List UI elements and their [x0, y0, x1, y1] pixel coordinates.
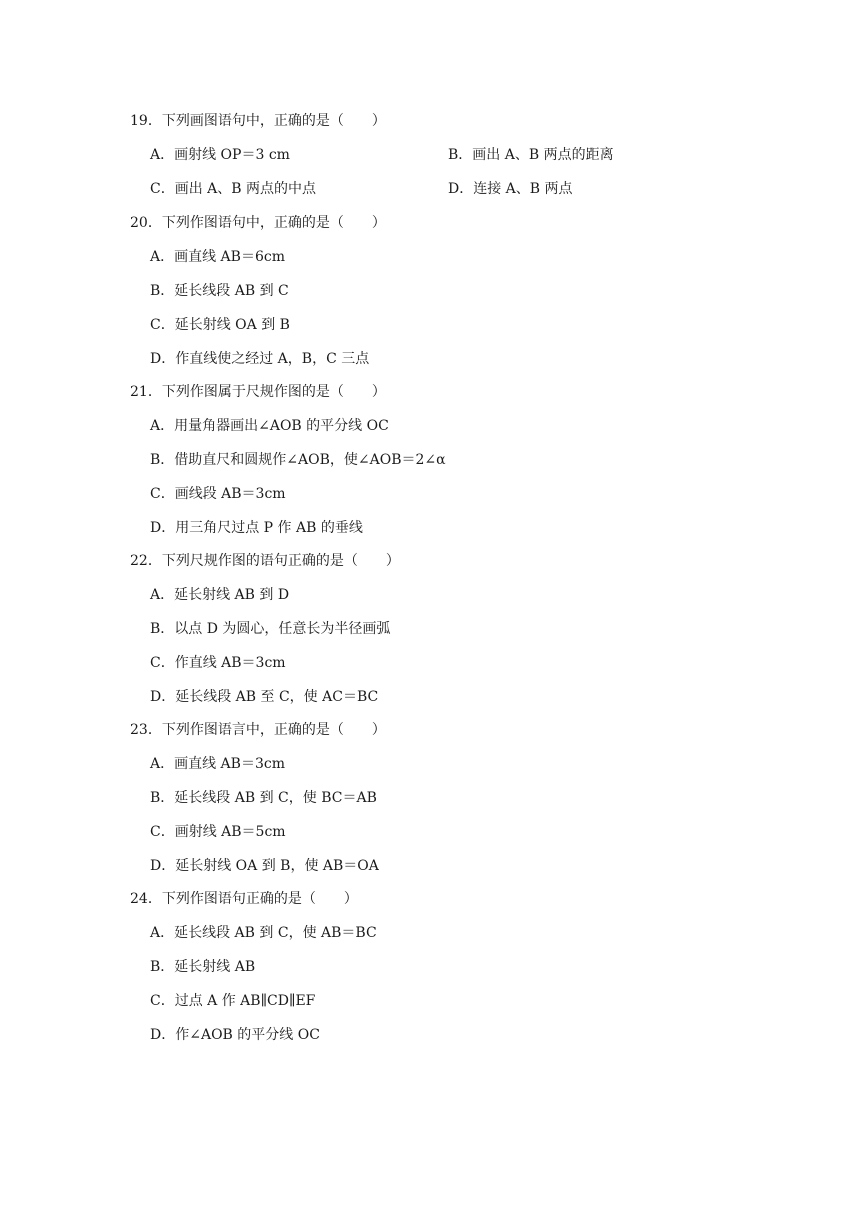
question-20-stem: 20．下列作图语句中，正确的是（ ） [130, 215, 386, 231]
question-22-option-b: B．以点 D 为圆心，任意长为半径画弧 [150, 621, 391, 637]
question-20-option-b: B．延长线段 AB 到 C [150, 283, 289, 299]
question-21-option-d: D．用三角尺过点 P 作 AB 的垂线 [150, 520, 363, 536]
question-20-option-a: A．画直线 AB＝6cm [150, 249, 285, 265]
question-24-option-a: A．延长线段 AB 到 C，使 AB＝BC [150, 925, 377, 941]
question-23-option-d: D．延长射线 OA 到 B，使 AB＝OA [150, 858, 379, 874]
question-24-option-c: C．过点 A 作 AB∥CD∥EF [150, 993, 316, 1009]
question-21-option-b: B．借助直尺和圆规作∠AOB，使∠AOB＝2∠α [150, 452, 446, 468]
question-24-option-b: B．延长射线 AB [150, 959, 256, 975]
question-20-option-c: C．延长射线 OA 到 B [150, 317, 290, 333]
question-24-stem: 24．下列作图语句正确的是（ ） [130, 891, 358, 907]
question-21-option-c: C．画线段 AB＝3cm [150, 486, 286, 502]
question-24-option-d: D．作∠AOB 的平分线 OC [150, 1027, 320, 1043]
question-22-option-a: A．延长射线 AB 到 D [150, 587, 290, 603]
question-21-option-a: A．用量角器画出∠AOB 的平分线 OC [150, 418, 389, 434]
question-23-stem: 23．下列作图语言中，正确的是（ ） [130, 722, 386, 738]
question-19-option-a: A．画射线 OP＝3 cm [150, 147, 290, 163]
question-22-stem: 22．下列尺规作图的语句正确的是（ ） [130, 553, 400, 569]
question-23-option-c: C．画射线 AB＝5cm [150, 824, 286, 840]
question-19-option-b: B．画出 A、B 两点的距离 [448, 147, 614, 163]
question-22-option-c: C．作直线 AB＝3cm [150, 655, 286, 671]
question-19-stem: 19．下列画图语句中，正确的是（ ） [130, 113, 386, 129]
question-20-option-d: D．作直线使之经过 A，B，C 三点 [150, 351, 370, 367]
question-22-option-d: D．延长线段 AB 至 C，使 AC＝BC [150, 689, 379, 705]
question-19-option-d: D．连接 A、B 两点 [448, 181, 573, 197]
question-19-option-c: C．画出 A、B 两点的中点 [150, 181, 317, 197]
question-23-option-b: B．延长线段 AB 到 C，使 BC＝AB [150, 790, 377, 806]
question-21-stem: 21．下列作图属于尺规作图的是（ ） [130, 384, 386, 400]
question-23-option-a: A．画直线 AB＝3cm [150, 756, 285, 772]
